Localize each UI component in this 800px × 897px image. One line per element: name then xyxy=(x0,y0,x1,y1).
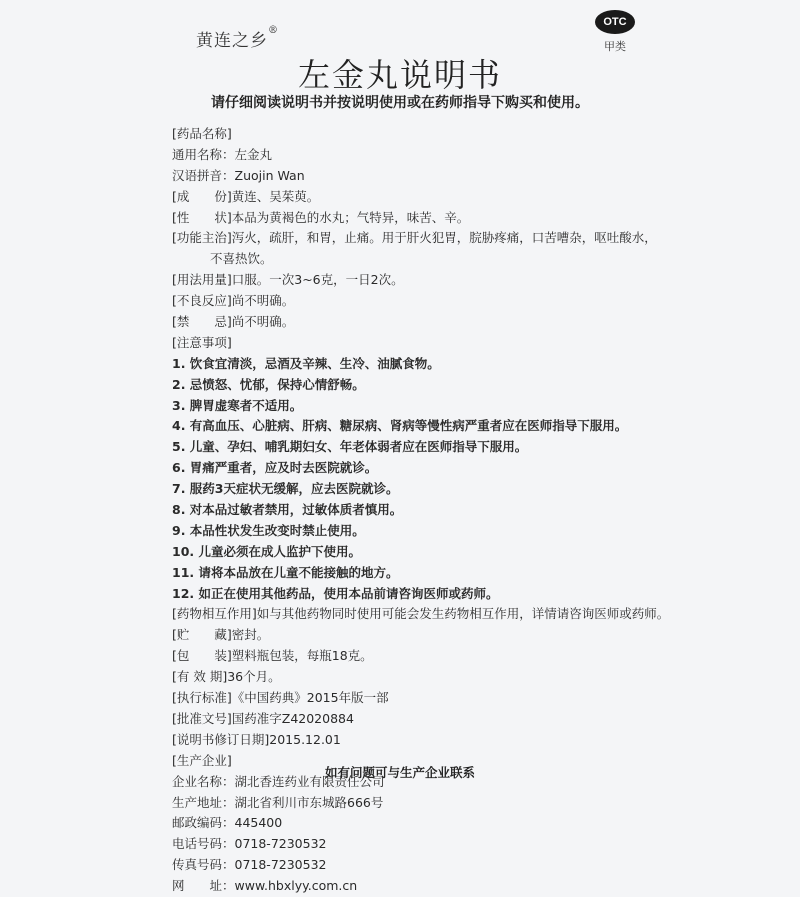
precaution-item: 11. 请将本品放在儿童不能接触的地方。 xyxy=(172,564,399,580)
phone-number: 电话号码：0718-7230532 xyxy=(172,836,327,852)
ingredients: [成 份]黄连、吴茱萸。 xyxy=(172,188,320,204)
website: 网 址：www.hbxlyy.com.cn xyxy=(172,878,358,894)
precaution-item: 3. 脾胃虚寒者不适用。 xyxy=(172,397,303,413)
company-address: 生产地址：湖北省利川市东城路666号 xyxy=(172,794,384,810)
pinyin-name: 汉语拼音：Zuojin Wan xyxy=(172,167,305,183)
document-title: 左金丸说明书 xyxy=(297,56,502,94)
registered-mark: ® xyxy=(268,25,279,37)
revision-date: [说明书修订日期]2015.12.01 xyxy=(172,731,341,747)
standard: [执行标准]《中国药典》2015年版一部 xyxy=(172,690,389,706)
document-subtitle: 请仔细阅读说明书并按说明使用或在药师指导下购买和使用。 xyxy=(211,95,589,111)
brand-logo-text xyxy=(196,26,279,51)
brand-name: 黄连之乡 xyxy=(196,31,268,51)
instruction-body xyxy=(172,124,732,897)
precaution-item: 10. 儿童必须在成人监护下使用。 xyxy=(172,543,361,559)
section-drug-name: [药品名称] xyxy=(172,126,232,141)
section-manufacturer: [生产企业] xyxy=(172,752,232,768)
description: [性 状]本品为黄褐色的水丸；气特异，味苦、辛。 xyxy=(172,209,470,225)
adverse-reactions: [不良反应]尚不明确。 xyxy=(172,293,295,309)
otc-class-label: 甲类 xyxy=(604,40,626,53)
precaution-item: 6. 胃痛严重者，应及时去医院就诊。 xyxy=(172,460,378,476)
section-precautions: [注意事项] xyxy=(172,334,232,350)
precaution-item: 9. 本品性状发生改变时禁止使用。 xyxy=(172,522,365,538)
drug-interactions: [药物相互作用]如与其他药物同时使用可能会发生药物相互作用，详情请咨询医师或药师。 xyxy=(172,606,670,622)
generic-name: 通用名称：左金丸 xyxy=(172,146,273,162)
dosage: [用法用量]口服。一次3~6克，一日2次。 xyxy=(172,272,404,288)
precaution-item: 1. 饮食宜清淡，忌酒及辛辣、生冷、油腻食物。 xyxy=(172,355,440,371)
precaution-item: 5. 儿童、孕妇、哺乳期妇女、年老体弱者应在医师指导下服用。 xyxy=(172,439,528,455)
otc-badge-group xyxy=(592,10,638,54)
precaution-item: 12. 如正在使用其他药品，使用本品前请咨询医师或药师。 xyxy=(172,585,499,601)
precaution-item: 2. 忌愤怒、忧郁，保持心情舒畅。 xyxy=(172,376,365,392)
postal-code: 邮政编码：445400 xyxy=(172,815,283,831)
indications: [功能主治]泻火，疏肝，和胃，止痛。用于肝火犯胃，脘胁疼痛，口苦嘈杂，呕吐酸水， xyxy=(172,230,657,246)
approval-number: [批准文号]国药准字Z42020884 xyxy=(172,710,354,726)
contraindications: [禁 忌]尚不明确。 xyxy=(172,314,295,330)
precaution-item: 4. 有高血压、心脏病、肝病、糖尿病、肾病等慢性病严重者应在医师指导下服用。 xyxy=(172,418,628,434)
fax-number: 传真号码：0718-7230532 xyxy=(172,857,327,873)
precaution-item: 7. 服药3天症状无缓解，应去医院就诊。 xyxy=(172,481,399,497)
packaging: [包 装]塑料瓶包装，每瓶18克。 xyxy=(172,648,373,664)
precaution-item: 8. 对本品过敏者禁用，过敏体质者慎用。 xyxy=(172,502,403,518)
company-name: 企业名称：湖北香连药业有限责任公司 xyxy=(172,773,385,789)
footer-note: 如有问题可与生产企业联系 xyxy=(324,765,475,780)
shelf-life: [有 效 期]36个月。 xyxy=(172,669,281,685)
indications-continued: 不喜热饮。 xyxy=(210,251,273,267)
otc-badge: OTC xyxy=(595,10,635,34)
storage: [贮 藏]密封。 xyxy=(172,627,270,643)
